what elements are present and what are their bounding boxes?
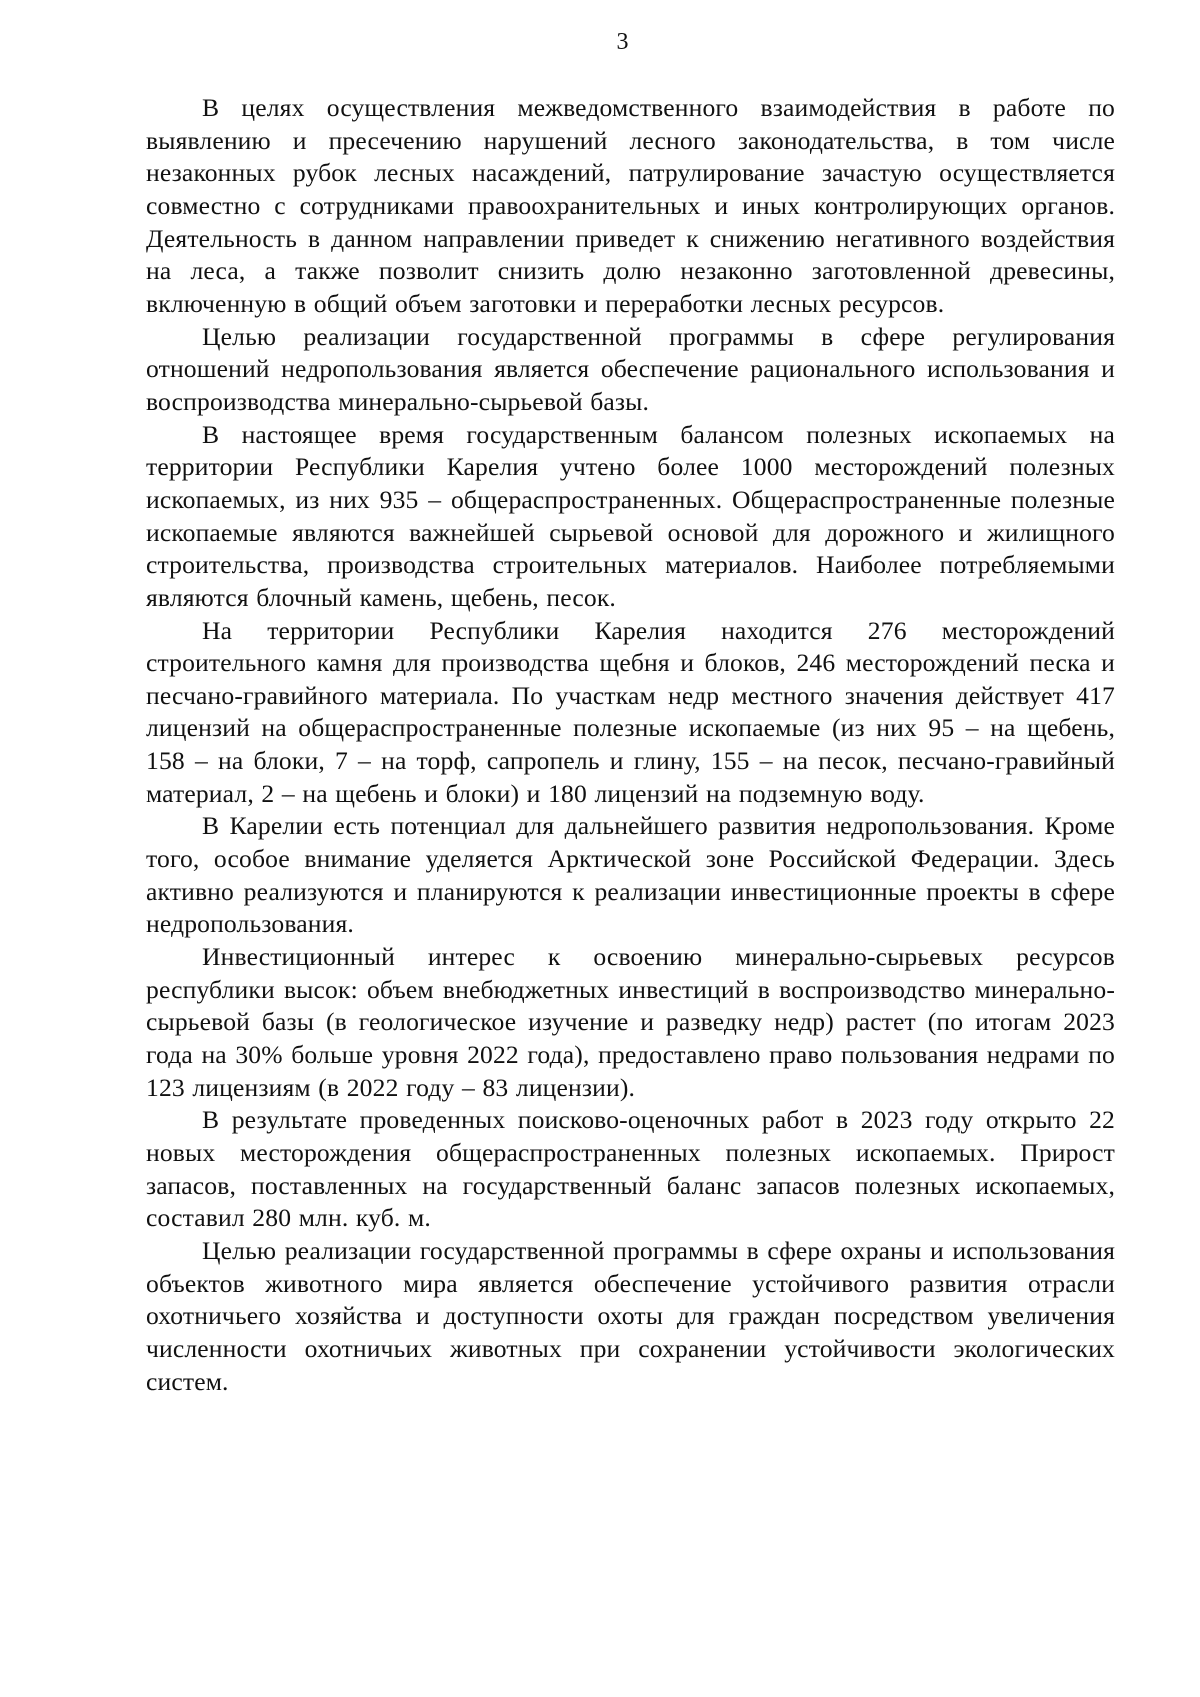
paragraph-deposits-licenses: На территории Республики Карелия находится 276 месторождений строительного камня для производства щебня и блоков, 246 месторождений песка и песчано-гравийного материала. По участкам недр местного значения действует 417 лицензий на общераспространенные полезные ископаемые (из них 95 – на щебень, 158 – на блоки, 7 – на торф, сапропель и глину, 155 – на песок, песчано-гравийный материал, 2 – на щебень и блоки) и 180 лицензий на подземную воду. — [146, 615, 1115, 808]
paragraph-exploration-results: В результате проведенных поисково-оценочных работ в 2023 году открыто 22 новых месторождения общераспространенных полезных ископаемых. Прирост запасов, поставленных на государственный баланс запасов полезных ископаемых, составил 280 млн. куб. м. — [146, 1105, 1115, 1233]
paragraph-subsoil-program-goal: Целью реализации государственной программы в сфере регулирования отношений недропользования является обеспечение рационального использования и воспроизводства минерально-сырьевой базы. — [146, 321, 1115, 416]
document-body — [146, 92, 1115, 1398]
page-number: 3 — [616, 29, 629, 55]
paragraph-arctic-zone: В Карелии есть потенциал для дальнейшего развития недропользования. Кроме того, особое внимание уделяется Арктической зоне Российской Федерации. Здесь активно реализуются и планируются к реализации инвестиционные проекты в сфере недропользования. — [146, 811, 1115, 939]
paragraph-forest-enforcement: В целях осуществления межведомственного взаимодействия в работе по выявлению и пресечению нарушений лесного законодательства, в том числе незаконных рубок лесных насаждений, патрулирование зачастую осуществляется совместно с сотрудниками правоохранительных и иных контролирующих органов. Деятельность в данном направлении приведет к снижению негативного воздействия на леса, а также позволит снизить долю незаконно заготовленной древесины, включенную в общий объем заготовки и переработки лесных ресурсов. — [146, 93, 1115, 318]
paragraph-wildlife-program-goal: Целью реализации государственной программы в сфере охраны и использования объектов животного мира является обеспечение устойчивого развития отрасли охотничьего хозяйства и доступности охоты для граждан посредством увеличения численности охотничьих животных при сохранении устойчивости экологических систем. — [146, 1235, 1115, 1396]
paragraph-mineral-deposits-balance: В настоящее время государственным балансом полезных ископаемых на территории Республики Карелия учтено более 1000 месторождений полезных ископаемых, из них 935 – общераспространенных. Общераспространенные полезные ископаемые являются важнейшей сырьевой основой для дорожного и жилищного строительства, производства строительных материалов. Наиболее потребляемыми являются блочный камень, щебень, песок. — [146, 419, 1115, 612]
paragraph-investment-interest: Инвестиционный интерес к освоению минерально-сырьевых ресурсов республики высок: объем внебюджетных инвестиций в воспроизводство минерально-сырьевой базы (в геологическое изучение и разведку недр) растет (по итогам 2023 года на 30% больше уровня 2022 года), предоставлено право пользования недрами по 123 лицензиям (в 2022 году – 83 лицензии). — [146, 942, 1115, 1102]
